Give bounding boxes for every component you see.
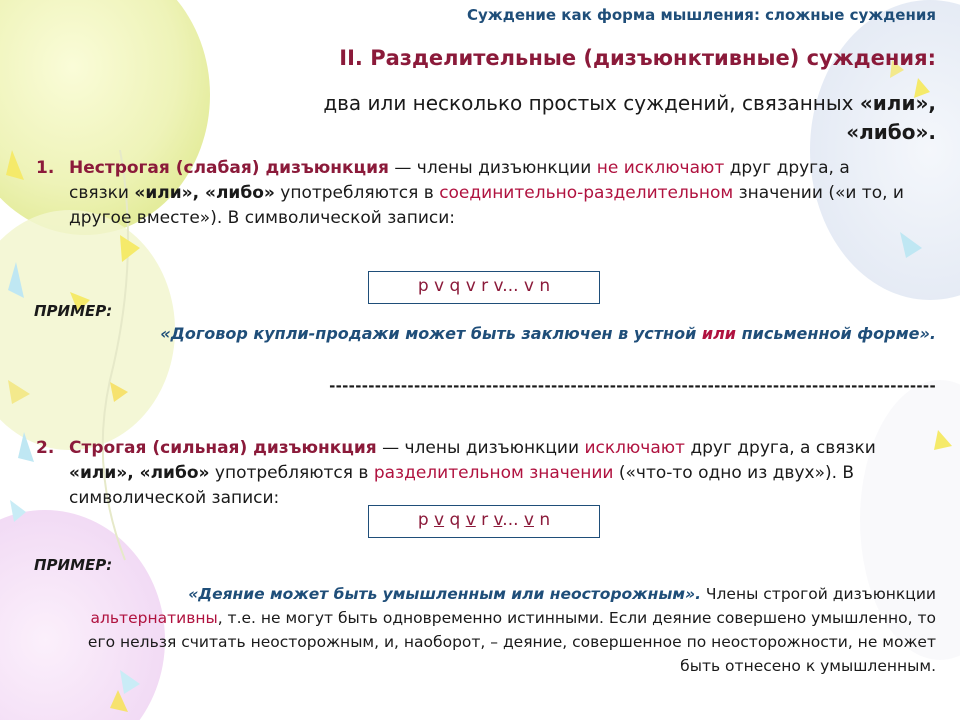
item-text: — члены дизъюнкции: [388, 158, 597, 178]
item-body: [69, 156, 906, 231]
example-text: Члены строгой дизъюнкции: [700, 585, 936, 603]
example-label: ПРИМЕР:: [34, 302, 113, 320]
formula-weak-disjunction: p v q v r v... v n: [368, 271, 600, 304]
example-text: , т.е. не могут быть одновременно истинными. Если деяние совершено умышленно, то его нельзя считать неосторожным, и, наоборот, – деяние, совершенное по неосторожности, не может быть отнесено к умышленным.: [87, 609, 936, 675]
highlight-text: альтернативны: [90, 609, 218, 627]
term-strong-disjunction: Строгая (сильная) дизъюнкция: [69, 438, 377, 458]
term-weak-disjunction: Нестрогая (слабая) дизъюнкция: [69, 158, 389, 178]
separator-line: ---------------------------------------------------------------------------------------------: [329, 377, 936, 395]
formula-strong-disjunction: [368, 505, 600, 538]
item-text: — члены дизъюнкции: [376, 438, 585, 458]
example-1-text: [60, 322, 936, 346]
formula-operator: v: [465, 510, 476, 530]
item-text: употребляются в: [274, 183, 440, 203]
definition-text: два или несколько простых суждений, связанных: [323, 91, 860, 115]
highlight-text: или: [701, 324, 737, 343]
formula-symbol: n: [533, 510, 551, 530]
highlight-text: исключают: [584, 438, 685, 458]
example-text: письменной форме».: [736, 324, 936, 343]
example-label: ПРИМЕР:: [34, 556, 113, 574]
item-text: («что-то одно из двух»). В символической записи:: [69, 463, 855, 508]
item-number: 1.: [36, 158, 55, 178]
item-weak-disjunction: [36, 156, 906, 231]
formula-symbol: q: [444, 510, 466, 530]
formula-symbol: p: [417, 510, 435, 530]
formula-symbol: ...: [502, 510, 524, 530]
connectives: «или», «либо»: [69, 463, 210, 483]
slide-header: Суждение как форма мышления: сложные суждения: [467, 6, 936, 24]
example-2-text: [60, 582, 936, 678]
formula-operator: v: [523, 510, 534, 530]
item-text: друг друга, а связки: [684, 438, 876, 458]
connective-libo: «либо».: [846, 120, 936, 144]
formula-operator: v: [493, 510, 503, 530]
section-title: II. Разделительные (дизъюнктивные) суждения:: [339, 46, 936, 70]
item-text: друг друга, а связки: [69, 158, 850, 203]
item-body: [69, 436, 906, 511]
item-text: употребляются в: [209, 463, 374, 483]
item-strong-disjunction: [36, 436, 906, 511]
item-number: 2.: [36, 438, 55, 458]
example-text: «Договор купли-продажи может быть заключен в устной: [160, 324, 702, 343]
section-definition: [150, 89, 936, 147]
highlight-text: соединительно-разделительном: [439, 183, 734, 203]
formula-operator: v: [434, 510, 445, 530]
example-quote: «Деяние может быть умышленным или неосторожным».: [188, 585, 701, 603]
highlight-text: разделительном значении: [373, 463, 614, 483]
formula-symbol: r: [475, 510, 494, 530]
highlight-text: не исключают: [596, 158, 725, 178]
connectives: «или», «либо»: [134, 183, 275, 203]
connective-ili: «или»,: [859, 91, 936, 115]
item-text: значении («и то, и другое вместе»). В символической записи:: [69, 183, 904, 228]
